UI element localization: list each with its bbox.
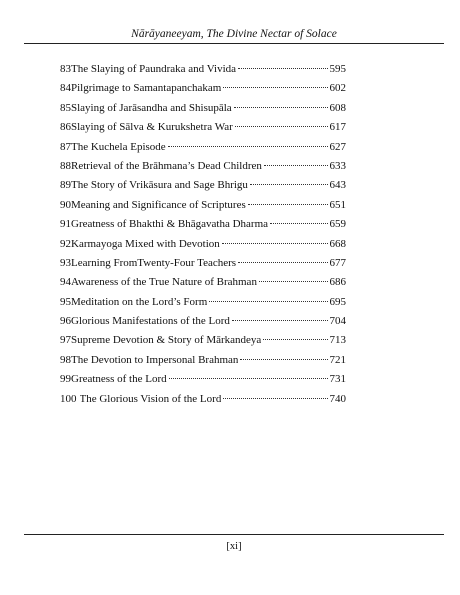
toc-entry-title: The Slaying of Paundraka and Vivida <box>71 63 237 75</box>
toc-entry <box>60 217 346 236</box>
toc-entry-number: 99 <box>60 373 71 386</box>
toc-entry-page: 740 <box>329 392 346 405</box>
toc-entry <box>60 159 346 178</box>
toc-leader-dots <box>240 359 327 360</box>
toc-entry-title: The Devotion to Impersonal Brahman <box>71 353 239 366</box>
toc-entry-title: Meaning and Significance of Scriptures <box>71 198 246 211</box>
toc-entry-number: 96 <box>60 315 71 328</box>
page-number: [xi] <box>226 541 242 552</box>
toc-entry <box>60 198 346 217</box>
toc-entry <box>60 237 346 256</box>
footer-rule <box>24 534 444 535</box>
toc-entry-title: The Kuchela Episode <box>71 140 166 153</box>
toc-entry-page: 651 <box>329 198 346 211</box>
toc-entry-number: 88 <box>60 159 71 172</box>
toc-leader-dots <box>209 301 327 302</box>
toc-entry-title: Karmayoga Mixed with Devotion <box>71 237 220 250</box>
toc-entry-page: 608 <box>329 101 346 114</box>
toc-leader-dots <box>263 339 327 340</box>
toc-entry-title: Glorious Manifestations of the Lord <box>71 315 230 328</box>
toc-entry-title: Greatness of the Lord <box>71 373 167 386</box>
toc-entry-title: Slaying of Jarāsandha and Shisupāla <box>71 101 232 114</box>
toc-entry-title: Retrieval of the Brāhmana’s Dead Children <box>71 159 262 172</box>
toc-leader-dots <box>250 184 328 185</box>
header-rule <box>24 43 444 44</box>
toc-entry-page: 595 <box>329 63 346 75</box>
toc-entry <box>60 314 346 333</box>
toc-entry <box>60 275 346 294</box>
toc-entry <box>60 178 346 197</box>
toc-entry-page: 686 <box>329 276 346 289</box>
toc-entry-page: 633 <box>329 159 346 172</box>
toc-leader-dots <box>234 107 328 108</box>
toc-leader-dots <box>248 204 328 205</box>
toc-entry <box>60 140 346 159</box>
toc-entry-page: 617 <box>329 121 346 134</box>
toc-leader-dots <box>232 320 328 321</box>
toc-entry-number: 91 <box>60 218 71 231</box>
running-header: Nārāyaneeyam, The Divine Nectar of Solace <box>131 28 337 40</box>
toc-entry-title: Pilgrimage to Samantapanchakam <box>71 82 222 95</box>
toc-entry-page: 668 <box>329 237 346 250</box>
toc-entry-page: 677 <box>329 256 346 269</box>
toc-entry-title: Meditation on the Lord’s Form <box>71 295 208 308</box>
toc-entry <box>60 372 346 391</box>
toc-leader-dots <box>235 126 328 127</box>
toc-entry-title: The Glorious Vision of the Lord <box>79 392 222 405</box>
toc-entry-number: 93 <box>60 256 71 269</box>
toc-entry-page: 643 <box>329 179 346 192</box>
toc-entry-number: 83 <box>60 63 71 75</box>
toc-leader-dots <box>264 165 328 166</box>
toc-entry <box>60 120 346 139</box>
toc-entry-title: Learning FromTwenty-Four Teachers <box>71 256 237 269</box>
toc-entry-title: Greatness of Bhakthi & Bhāgavatha Dharma <box>71 218 269 231</box>
toc-entry-number: 89 <box>60 179 71 192</box>
toc-entry <box>60 81 346 100</box>
toc-leader-dots <box>259 281 328 282</box>
toc-leader-dots <box>222 243 328 244</box>
toc-entry-number: 95 <box>60 295 71 308</box>
toc-leader-dots <box>238 262 327 263</box>
toc-entry-page: 731 <box>329 373 346 386</box>
toc-entry <box>60 392 346 411</box>
toc-entry-number: 98 <box>60 353 71 366</box>
toc-entry-number: 100 <box>60 392 77 405</box>
toc-entry <box>60 353 346 372</box>
toc-entry-page: 695 <box>329 295 346 308</box>
toc-entry <box>60 101 346 120</box>
table-of-contents <box>60 62 346 411</box>
toc-entry-title: Supreme Devotion & Story of Mārkandeya <box>71 334 262 347</box>
toc-entry-page: 704 <box>329 315 346 328</box>
toc-entry <box>60 333 346 352</box>
toc-entry-number: 85 <box>60 101 71 114</box>
toc-entry-title: Awareness of the True Nature of Brahman <box>71 276 257 289</box>
toc-entry <box>60 256 346 275</box>
toc-entry-page: 659 <box>329 218 346 231</box>
toc-entry <box>60 62 346 81</box>
toc-entry-number: 90 <box>60 198 71 211</box>
toc-entry-title: Slaying of Sālva & Kurukshetra War <box>71 121 233 134</box>
toc-entry <box>60 295 346 314</box>
toc-entry-number: 86 <box>60 121 71 134</box>
toc-leader-dots <box>270 223 327 224</box>
toc-leader-dots <box>223 398 327 399</box>
toc-leader-dots <box>168 146 328 147</box>
toc-entry-page: 713 <box>329 334 346 347</box>
toc-entry-page: 721 <box>329 353 346 366</box>
toc-entry-number: 87 <box>60 140 71 153</box>
toc-entry-number: 97 <box>60 334 71 347</box>
toc-leader-dots <box>238 68 327 69</box>
toc-leader-dots <box>169 378 328 379</box>
toc-entry-title: The Story of Vrikāsura and Sage Bhrigu <box>71 179 248 192</box>
toc-entry-page: 627 <box>329 140 346 153</box>
toc-leader-dots <box>223 87 327 88</box>
toc-entry-page: 602 <box>329 82 346 95</box>
toc-entry-number: 94 <box>60 276 71 289</box>
toc-entry-number: 84 <box>60 82 71 95</box>
toc-entry-number: 92 <box>60 237 71 250</box>
